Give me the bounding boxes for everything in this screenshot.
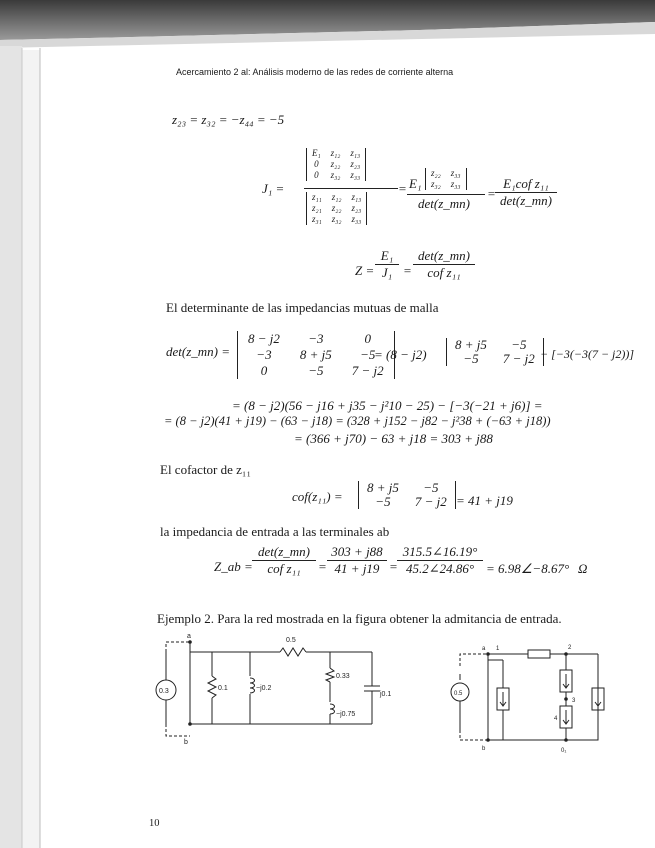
c1-g1: 0.1 xyxy=(218,685,228,692)
cof-matrix: 8 + j5 −5 −5 7 − j2 xyxy=(358,481,456,509)
z-frac2: det(z_mn) cof z₁₁ xyxy=(413,248,475,281)
text-determinant: El determinante de las impedancias mutuas de malla xyxy=(166,300,439,315)
c2-node-0: 0₁ xyxy=(561,748,567,754)
j1-frac1-den: det(z_mn) xyxy=(418,196,470,211)
c2-node-1: 1 xyxy=(496,646,500,652)
running-title: Acercamiento 2 al: Análisis moderno de las redes de corriente alterna xyxy=(176,67,454,77)
text-input-impedance: la impedancia de entrada a las terminales ab xyxy=(160,524,390,539)
c2-node-3: 3 xyxy=(572,698,576,704)
j1-numerator-determinant: E₁ z₁₂ z₁₃ 0 z₂₂ z₂₃ 0 z₃₂ z₃₃ xyxy=(306,148,366,181)
j1-lhs: J₁ = xyxy=(262,181,285,196)
zab-eq2: = xyxy=(389,559,398,574)
c2-source-label: 0.5 xyxy=(454,691,463,697)
example-2-heading: Ejemplo 2. Para la red mostrada en la figura obtener la admitancia de entrada. xyxy=(157,611,562,626)
zab-frac3: $\frac{315.5\angle 16.19^\circ}{45.2\angle 24.86^\circ}$ xyxy=(397,544,483,577)
j1-fraction-bar xyxy=(304,188,398,189)
expansion-line-1: = (8 − j2)(56 − j16 + j35 − j²10 − 25) − [−3(−21 + j6)] = xyxy=(232,398,543,413)
cof-rhs: = 41 + j19 xyxy=(456,493,513,508)
j1-eq-sign-2: = xyxy=(487,186,496,201)
circuit-diagram-1 xyxy=(150,628,395,748)
j1-minor-bar xyxy=(407,194,485,195)
j1-frac2: E₁cof z₁₁ det(z_mn) xyxy=(495,176,557,209)
c2-node-b: b xyxy=(482,746,486,752)
c1-node-a: a xyxy=(187,633,191,640)
j1-denominator-determinant: z₁₁ z₁₂ z₁₃ z₂₁ z₂₂ z₂₃ z₃₁ z₃₂ z₃₃ xyxy=(306,192,367,225)
zab-unit: Ω xyxy=(578,561,588,576)
z-lhs: Z = xyxy=(355,263,375,278)
det-matrix: 8 − j2 −3 0 −3 8 + j5 −5 0 −5 7 − j2 xyxy=(237,331,395,379)
expansion-line-2: = (8 − j2)(41 + j19) − (63 − j18) = (328 + j152 − j82 − j²38 + (−63 + j18)) xyxy=(164,414,551,428)
equation-z23: z₂₃ = z₃₂ = −z₄₄ = −5 xyxy=(172,112,285,127)
c1-g3: 0.33 xyxy=(336,673,350,680)
det-tail: − [−3(−3(7 − j2))] xyxy=(540,347,635,361)
zab-eq1: = xyxy=(318,559,327,574)
c1-b3: −j0.75 xyxy=(336,711,356,718)
c1-node-b: b xyxy=(184,739,188,746)
zab-frac1: det(z_mn) cof z₁₁ xyxy=(252,544,316,577)
cof-lhs: cof(z₁₁) = xyxy=(292,489,343,504)
z-frac1: $\frac{\text{E₁}}{\text{J₁}}$ xyxy=(375,248,399,281)
det-minor: 8 + j5 −5 −5 7 − j2 xyxy=(446,338,544,366)
circuit-diagram-2 xyxy=(448,640,618,760)
det-lhs: det(z_mn) = xyxy=(166,344,231,359)
c2-node-4: 4 xyxy=(554,716,558,722)
j1-minor-determinant: z₂₂ z₃₃ z₃₂ z₃₃ xyxy=(425,168,467,190)
det-mid: = (8 − j2) xyxy=(374,347,427,362)
page-number: 10 xyxy=(149,818,160,829)
j1-e1: E₁ xyxy=(409,176,422,191)
c2-node-2: 2 xyxy=(568,645,572,651)
c1-g2: 0.5 xyxy=(286,637,296,644)
c2-node-a: a xyxy=(482,646,486,652)
zab-lhs: Z_ab = xyxy=(214,559,253,574)
expansion-line-3: = (366 + j70) − 63 + j18 = 303 + j88 xyxy=(294,431,493,446)
c1-source-label: 0.3 xyxy=(159,688,169,695)
zab-frac2: $\frac{303 + j88}{41 + j19}$ xyxy=(327,544,387,577)
j1-eq-sign: = xyxy=(398,181,407,196)
zab-result: = 6.98∠−8.67° xyxy=(486,561,570,576)
text-cofactor: El cofactor de z₁₁ xyxy=(160,462,251,477)
z-eq: = xyxy=(403,263,412,278)
c1-b2: j0.1 xyxy=(380,691,392,698)
c1-b1: −j0.2 xyxy=(256,685,272,692)
